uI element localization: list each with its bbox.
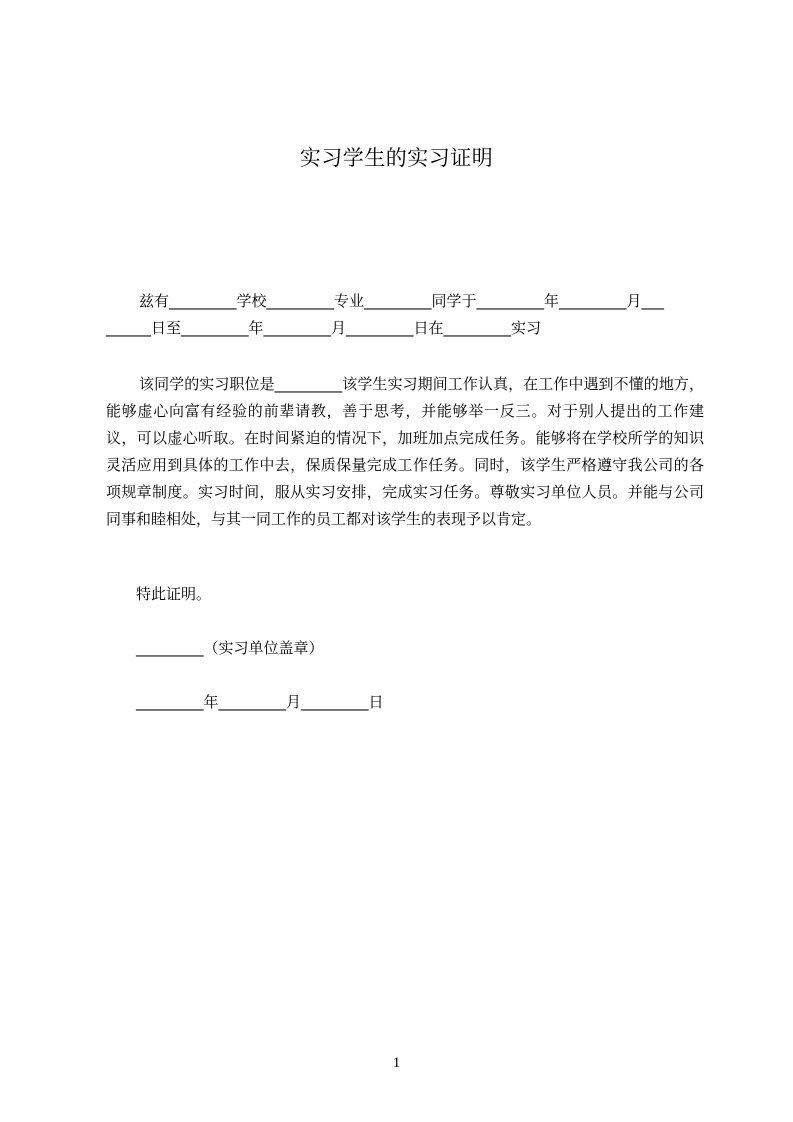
date-line: _________年_________月_________日 <box>136 693 384 711</box>
intro-line-1: 兹有_________学校_________专业_________同学于_________年_________月___ <box>139 292 665 310</box>
seal-line: _________（实习单位盖章） <box>136 639 324 657</box>
document-title: 实习学生的实习证明 <box>299 146 494 170</box>
page-number: 1 <box>392 1055 401 1071</box>
intro-line-2: ______日至_________年_________月_________日在_________实习 <box>106 319 542 337</box>
body-paragraph: 该同学的实习职位是_________该学生实习期间工作认真，在工作中遇到不懂的地方，能够虚心向富有经验的前辈请教，善于思考，并能够举一反三。对于别人提出的工作建议，可以虚心听取。在时间紧迫的情况下，加班加点完成任务。能够将在学校所学的知识灵活应用到具体的工作中去，保质保量完成工作任务。同时，该学生严格遵守我公司的各项规章制度。实习时间，服从实习安排，完成实习任务。尊敬实习单位人员。并能与公司同事和睦相处，与其一同工作的员工都对该学生的表现予以肯定。 <box>106 375 704 528</box>
closing-statement: 特此证明。 <box>136 585 212 603</box>
